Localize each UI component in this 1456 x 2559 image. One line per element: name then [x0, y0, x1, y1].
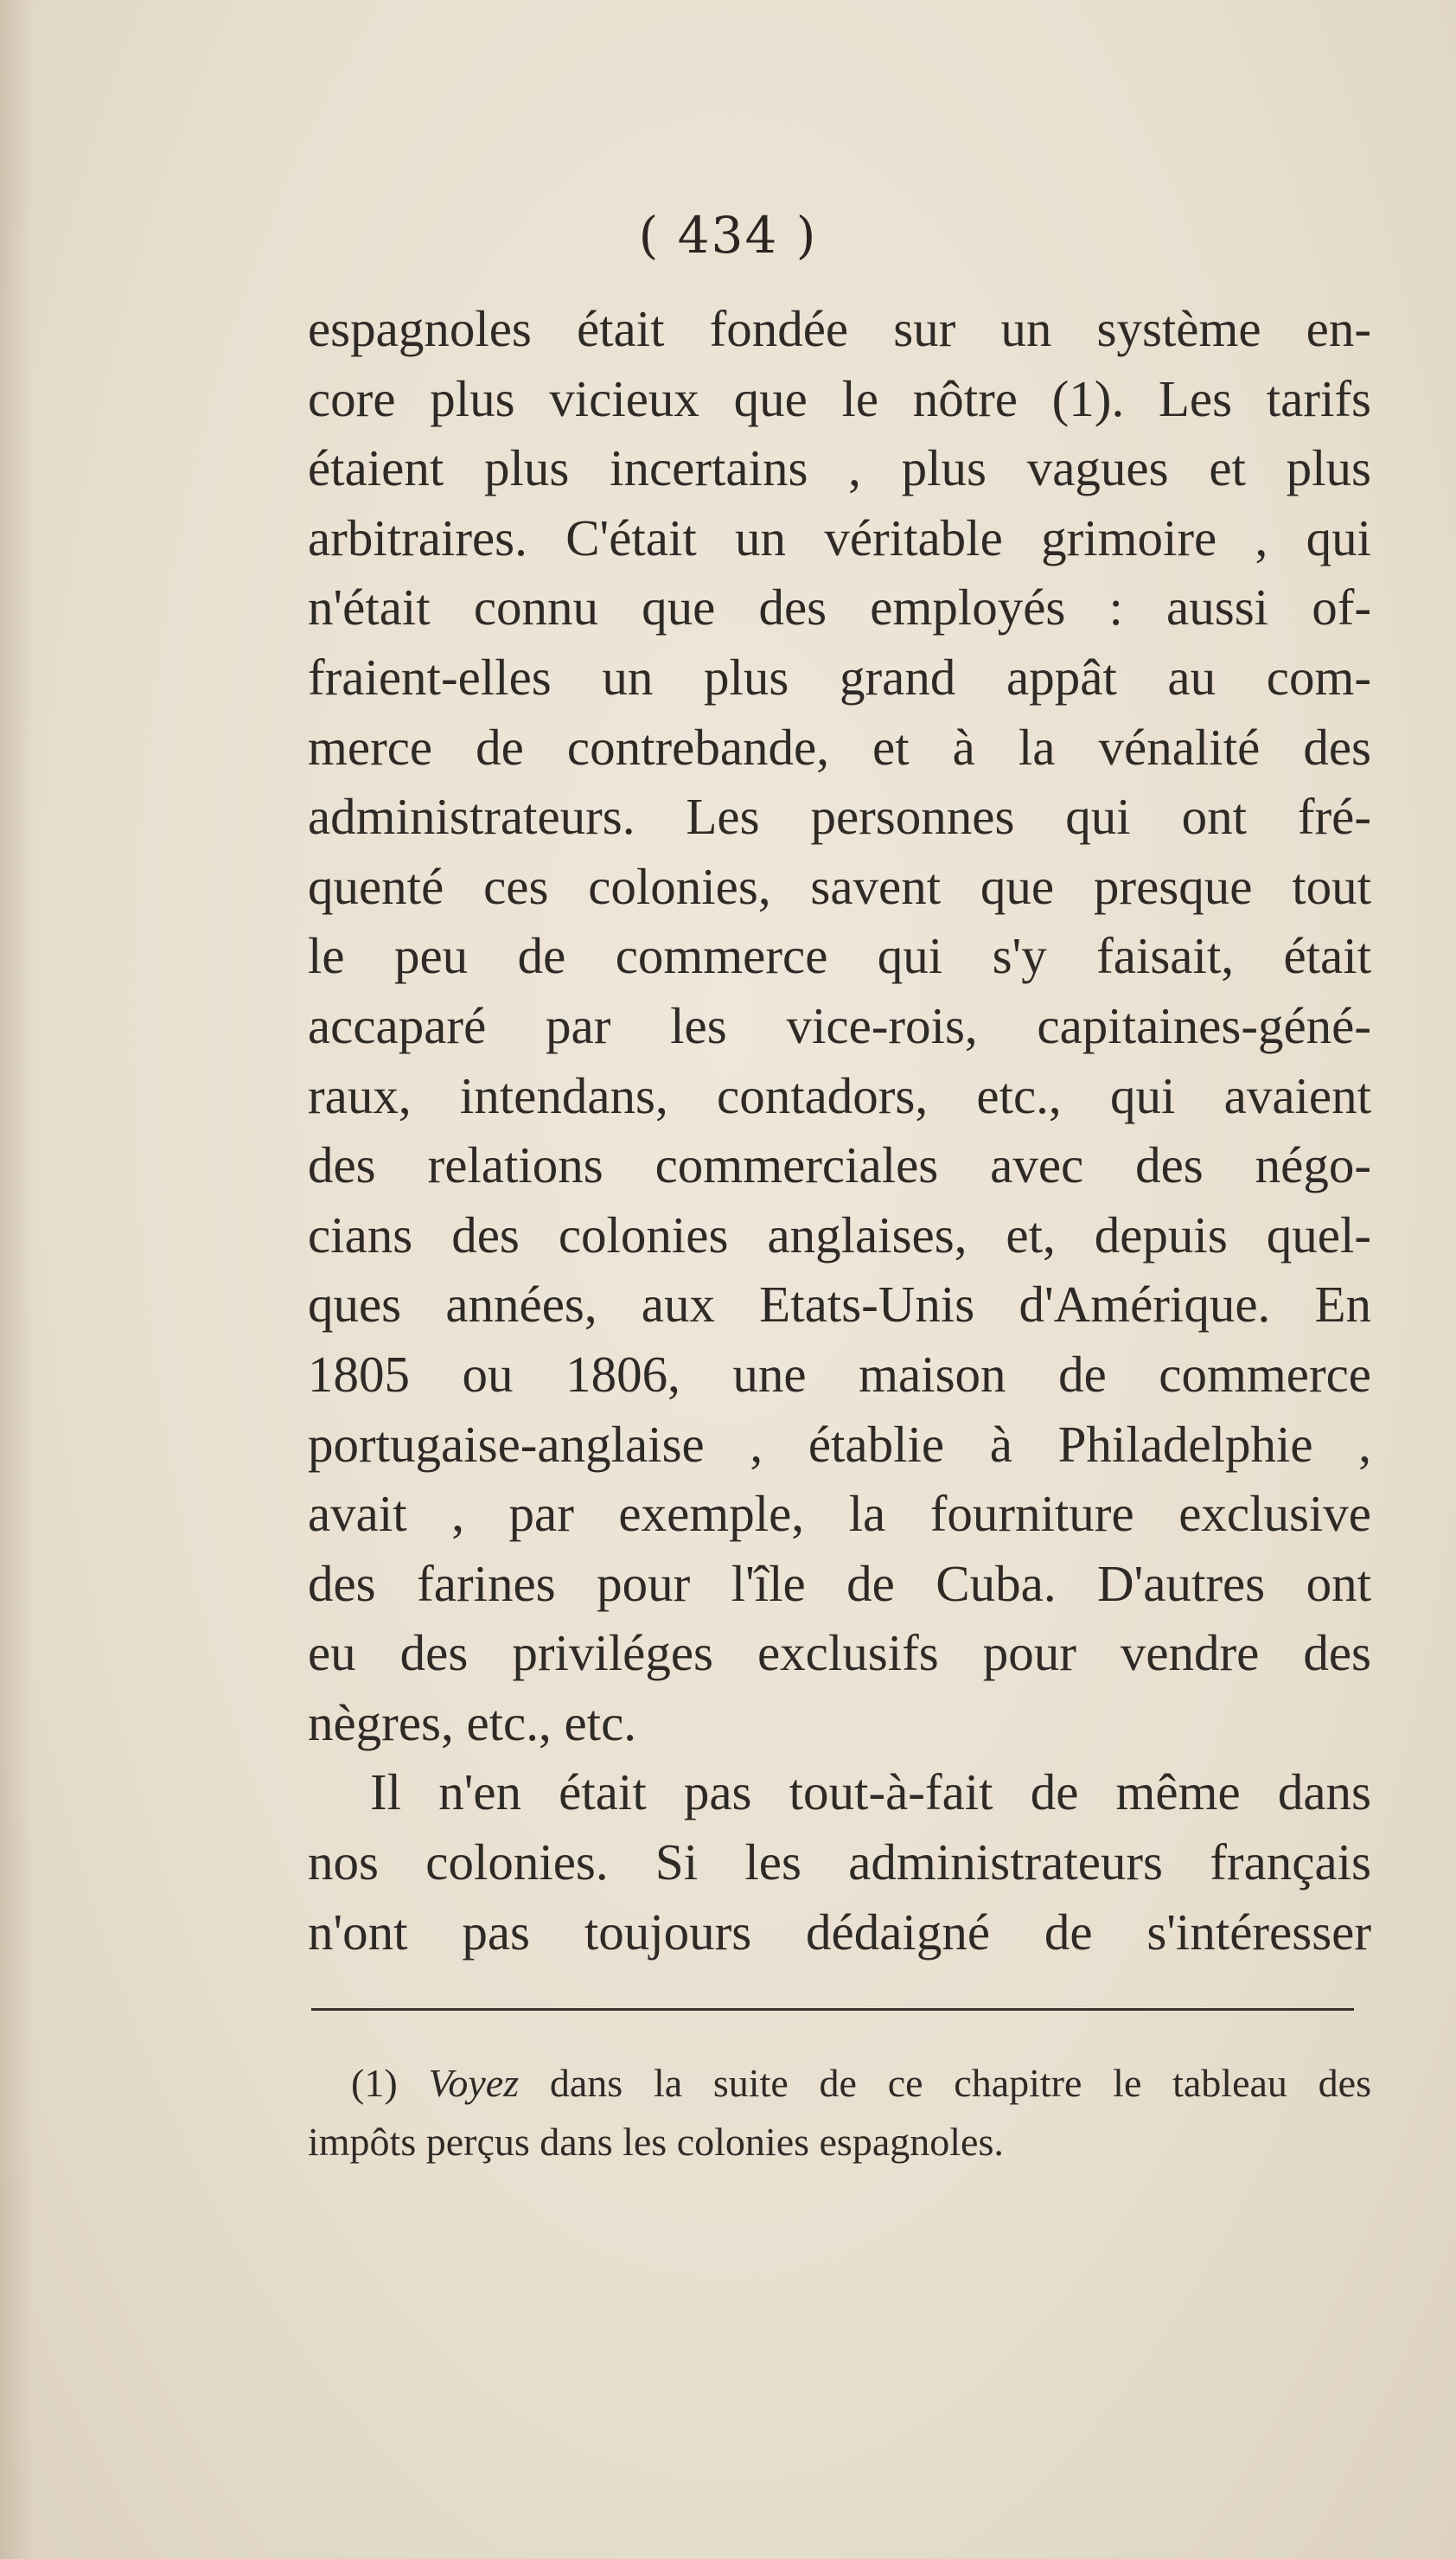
page-edge-shadow	[0, 0, 35, 2559]
text-line: le peu de commerce qui s'y faisait, était	[308, 927, 1371, 985]
text-line: cians des colonies anglaises, et, depuis quel-	[308, 1206, 1371, 1264]
text-line: core plus vicieux que le nôtre (1). Les tarifs	[308, 369, 1371, 427]
footnote-marker: (1)	[351, 2061, 398, 2105]
footnote-line: impôts perçus dans les colonies espagnoles.	[308, 2120, 1004, 2164]
text-line: 1805 ou 1806, une maison de commerce	[308, 1345, 1371, 1403]
text-line: merce de contrebande, et à la vénalité des	[308, 718, 1371, 776]
text-line: eu des priviléges exclusifs pour vendre des	[308, 1624, 1371, 1682]
text-line: raux, intendans, contadors, etc., qui avaient	[308, 1066, 1371, 1124]
text-line: étaient plus incertains , plus vagues et plus	[308, 439, 1371, 497]
text-line: fraient-elles un plus grand appât au com-	[308, 648, 1371, 706]
text-line: des relations commerciales avec des négo-	[308, 1136, 1371, 1194]
text-line: avait , par exemple, la fourniture exclusive	[308, 1485, 1371, 1543]
text-line: arbitraires. C'était un véritable grimoire , qui	[308, 509, 1371, 566]
text-line: espagnoles était fondée sur un système en-	[308, 300, 1371, 357]
text-line: n'ont pas toujours dédaigné de s'intéresser	[308, 1903, 1371, 1961]
paragraph-start-line: Il n'en était pas tout-à-fait de même dans	[370, 1763, 1371, 1821]
text-line: administrateurs. Les personnes qui ont fré-	[308, 788, 1371, 846]
footnote-separator	[311, 2008, 1354, 2011]
footnote-line	[308, 2054, 1371, 2113]
footnote-italic-word: Voyez	[428, 2061, 520, 2105]
text-line: des farines pour l'île de Cuba. D'autres ont	[308, 1554, 1371, 1612]
page-number: ( 434 )	[638, 206, 818, 265]
paragraph-end-line: nègres, etc., etc.	[308, 1693, 637, 1751]
text-line: ques années, aux Etats-Unis d'Amérique. En	[308, 1276, 1371, 1334]
footnote	[308, 2054, 1371, 2172]
text-line: accaparé par les vice-rois, capitaines-géné-	[308, 996, 1371, 1054]
text-line: nos colonies. Si les administrateurs français	[308, 1833, 1371, 1891]
footnote-line1-text: dans la suite de ce chapitre le tableau des	[549, 2061, 1371, 2105]
text-line: portugaise-anglaise , établie à Philadelphie ,	[308, 1415, 1371, 1473]
body-text	[308, 294, 1371, 1967]
text-line: n'était connu que des employés : aussi of-	[308, 579, 1371, 637]
text-line: quenté ces colonies, savent que presque tout	[308, 857, 1371, 915]
